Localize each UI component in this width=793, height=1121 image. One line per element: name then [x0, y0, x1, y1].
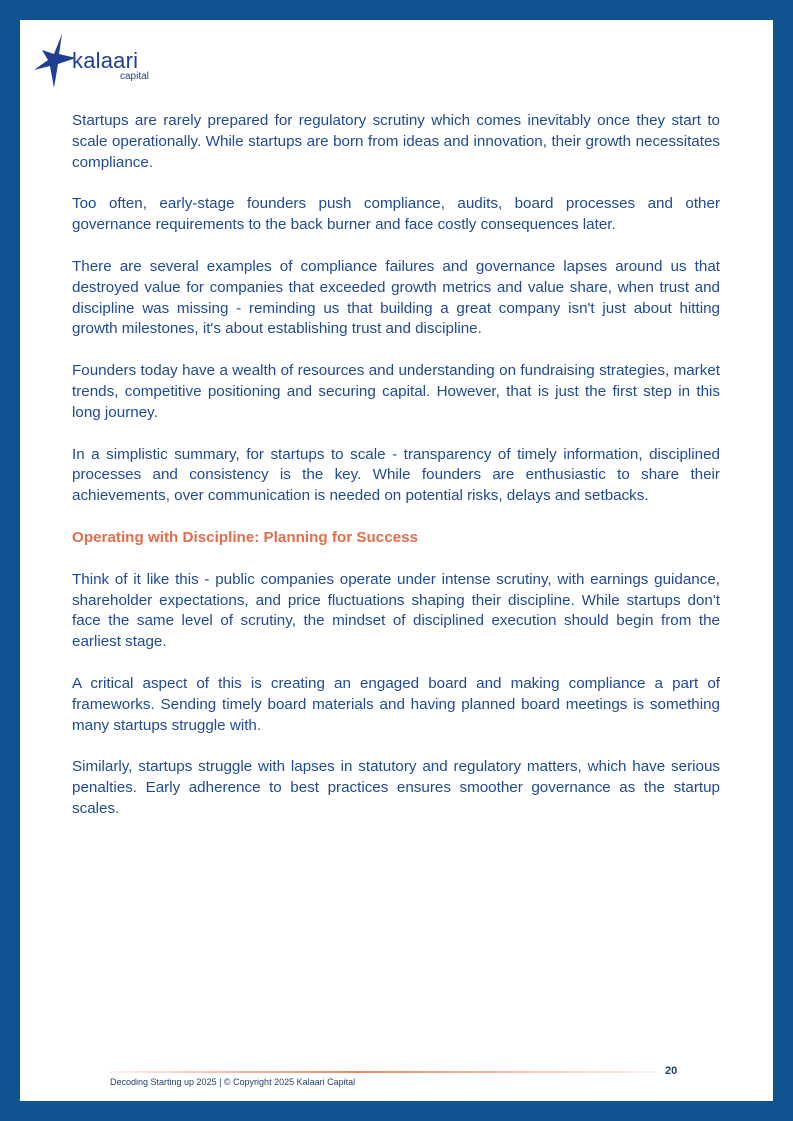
- paragraph: Think of it like this - public companies operate under intense scrutiny, with earnings guidance, shareholder expectations, and price fluctuations shaping their discipline. While startups don't face the same level of scrutiny, the mindset of disciplined execution should begin from the earliest stage.: [72, 570, 720, 651]
- logo-wordmark: kalaari: [72, 48, 139, 73]
- paragraph: Similarly, startups struggle with lapses in statutory and regulatory matters, which have serious penalties. Early adherence to best practices ensures smoother governance as the startup scales.: [72, 758, 720, 817]
- page: [20, 20, 773, 1101]
- paragraph: A critical aspect of this is creating an engaged board and making compliance a part of frameworks. Sending timely board materials and having planned board meetings is something many startups struggle with.: [72, 674, 720, 734]
- paragraph: Founders today have a wealth of resources and understanding on fundraising strategies, market trends, competitive positioning and securing capital. However, that is just the first step in this long journey.: [72, 362, 720, 421]
- paragraph: Startups are rarely prepared for regulatory scrutiny which comes inevitably once they start to scale operationally. While startups are born from ideas and innovation, their growth necessitates compliance.: [72, 112, 720, 171]
- kalaari-logo: [32, 32, 172, 92]
- footer-copyright: Decoding Starting up 2025 | © Copyright 2025 Kalaari Capital: [110, 1077, 356, 1087]
- section-heading: Operating with Discipline: Planning for Success: [72, 528, 418, 546]
- paragraph: In a simplistic summary, for startups to scale - transparency of timely information, disciplined processes and consistency is the key. While founders are enthusiastic to share their achievements, over communication is needed on potential risks, delays and setbacks.: [72, 445, 720, 505]
- page-number: 20: [665, 1065, 678, 1077]
- footer-divider: [110, 1071, 655, 1073]
- paragraph: Too often, early-stage founders push compliance, audits, board processes and other governance requirements to the back burner and face costly consequences later.: [72, 195, 720, 234]
- article-body: [72, 111, 720, 841]
- logo-subtitle: capital: [120, 71, 149, 82]
- paragraph: There are several examples of compliance failures and governance lapses around us that destroyed value for companies that exceeded growth metrics and value share, when trust and discipline was missing - reminding us that building a great company isn't just about hitting growth milestones, it's about establishing trust and discipline.: [72, 257, 720, 338]
